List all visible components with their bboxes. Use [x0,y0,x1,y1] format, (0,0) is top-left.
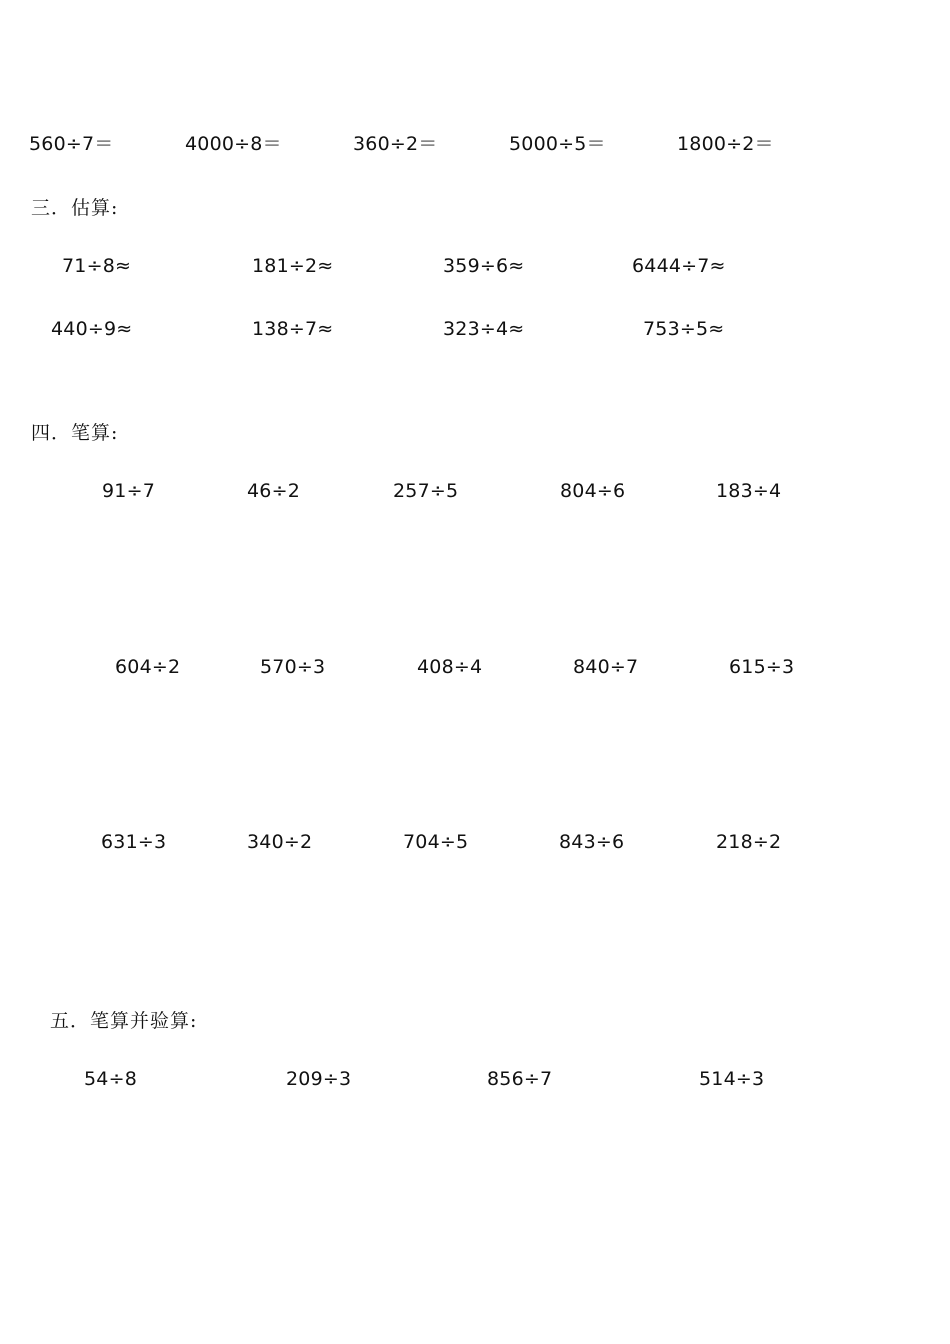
problem-top-4: 5000÷5＝ [509,133,606,155]
written-problem: 46÷2 [247,480,300,502]
written-problem: 218÷2 [716,831,782,853]
estimate-problem: 323÷4≈ [443,318,525,340]
written-problem: 804÷6 [560,480,626,502]
verify-problem: 209÷3 [286,1068,352,1090]
estimate-problem: 440÷9≈ [51,318,133,340]
problem-top-1: 560÷7＝ [29,133,114,155]
written-problem: 408÷4 [417,656,483,678]
written-problem: 570÷3 [260,656,326,678]
written-problem: 840÷7 [573,656,639,678]
section-4-heading: 四．笔算: [31,422,119,444]
verify-problem: 54÷8 [84,1068,137,1090]
written-problem: 257÷5 [393,480,459,502]
estimate-problem: 753÷5≈ [643,318,725,340]
verify-problem: 514÷3 [699,1068,765,1090]
estimate-problem: 181÷2≈ [252,255,334,277]
written-problem: 183÷4 [716,480,782,502]
written-problem: 604÷2 [115,656,181,678]
problem-top-2: 4000÷8＝ [185,133,282,155]
section-5-heading: 五．笔算并验算: [50,1010,198,1032]
written-problem: 340÷2 [247,831,313,853]
estimate-problem: 71÷8≈ [62,255,132,277]
problem-top-3: 360÷2＝ [353,133,438,155]
problem-top-5: 1800÷2＝ [677,133,774,155]
section-3-heading: 三．估算: [31,197,119,219]
verify-problem: 856÷7 [487,1068,553,1090]
written-problem: 631÷3 [101,831,167,853]
estimate-problem: 138÷7≈ [252,318,334,340]
written-problem: 704÷5 [403,831,469,853]
estimate-problem: 359÷6≈ [443,255,525,277]
estimate-problem: 6444÷7≈ [632,255,726,277]
written-problem: 843÷6 [559,831,625,853]
written-problem: 615÷3 [729,656,795,678]
written-problem: 91÷7 [102,480,155,502]
